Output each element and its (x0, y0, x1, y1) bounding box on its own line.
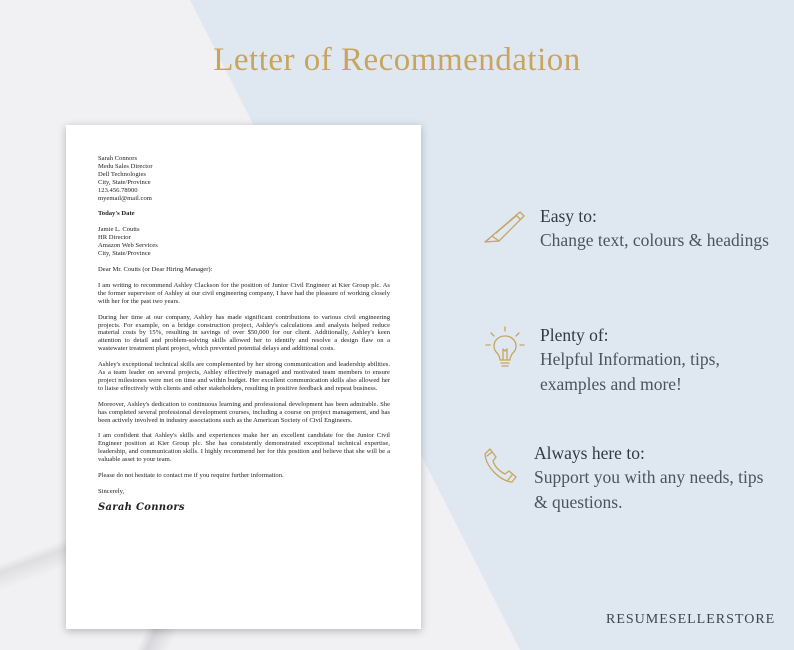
letter-date: Today's Date (98, 210, 135, 218)
feature-support-heading: Always here to: (534, 443, 645, 463)
feature-support-body: Support you with any needs, tips & questions. (534, 467, 764, 512)
recipient-block (98, 226, 390, 258)
recipient-company: Amazon Web Services (98, 242, 158, 250)
paragraph-5: I am confident that Ashley's skills and experiences make her an excellent candidate for the Junior Civil Engineer position at Kier Group plc. She has consistently demonstrated exceptional technical expertise, leadership, and communication skills. I highly recommend her for this position and believe that she will be a valuable asset to your team. (98, 432, 390, 464)
paragraph-4: Moreover, Ashley's dedication to continuous learning and professional development has been admirable. She has completed several professional development courses, including a course on project management, and has been actively involved in industry associations such as the American Society of Civil Engineers. (98, 400, 390, 424)
paragraph-1: I am writing to recommend Ashley Clackson for the position of Junior Civil Engineer at Kier Group plc. As the former supervisor of Ashley at our civil engineering company, I have had the pleasure of working closely with her for the past two years. (98, 281, 390, 305)
page-title: Letter of Recommendation (213, 42, 581, 78)
feature-plenty-heading: Plenty of: (540, 325, 609, 345)
sender-email: myemail@mail.com (98, 194, 152, 202)
paragraph-6: Please do not hesitate to contact me if you require further information. (98, 472, 284, 480)
paragraph-3: Ashley's exceptional technical skills are complemented by her strong communication and leadership abilities. As a team leader on several projects, Ashley effectively managed and motivated team members to ensure project milestones were met on time and within budget. Her excellent communication skills also allowed her to liaise effectively with clients and other stakeholders, resulting in positive feedback and repeat business. (98, 361, 390, 392)
sender-name: Sarah Connors (98, 155, 138, 162)
feature-plenty-body: Helpful Information, tips, examples and more! (540, 349, 720, 394)
recipient-city: City, State/Province (98, 250, 151, 258)
paragraph-2: During her time at our company, Ashley has made significant contributions to various civil engineering projects. For example, on a bridge construction project, Ashley's calculations and analysis helped reduce material costs by 15%, resulting in savings of over $50,000 for our client. Additionally, Ashley's keen attention to detail and problem-solving skills allowed her to identify and resolve a design flaw on a wastewater treatment plant project, which prevented potential delays and additional costs. (98, 313, 390, 353)
letter-body (98, 155, 390, 512)
sender-title: Medu Sales Director (98, 162, 153, 170)
fountain-pen-icon (482, 206, 528, 252)
phone-icon (478, 443, 524, 489)
recipient-title: HR Director (98, 234, 131, 242)
recipient-name: Jamie L. Coutts (98, 226, 140, 234)
signature: Sarah Connors (98, 501, 185, 513)
feature-easy-body: Change text, colours & headings (540, 230, 769, 250)
feature-easy-heading: Easy to: (540, 206, 597, 226)
sender-block (98, 155, 390, 202)
letter-document (66, 125, 421, 629)
sender-city: City, State/Province (98, 178, 151, 186)
sender-company: Dell Technologies (98, 170, 146, 178)
closing: Sincerely, (98, 488, 125, 495)
sender-phone: 123.456.78900 (98, 186, 138, 194)
salutation: Dear Mr. Coutts (or Dear Hiring Manager): (98, 265, 213, 273)
brand-name: RESUMESELLERSTORE (606, 612, 776, 627)
light-bulb-icon (482, 325, 528, 371)
